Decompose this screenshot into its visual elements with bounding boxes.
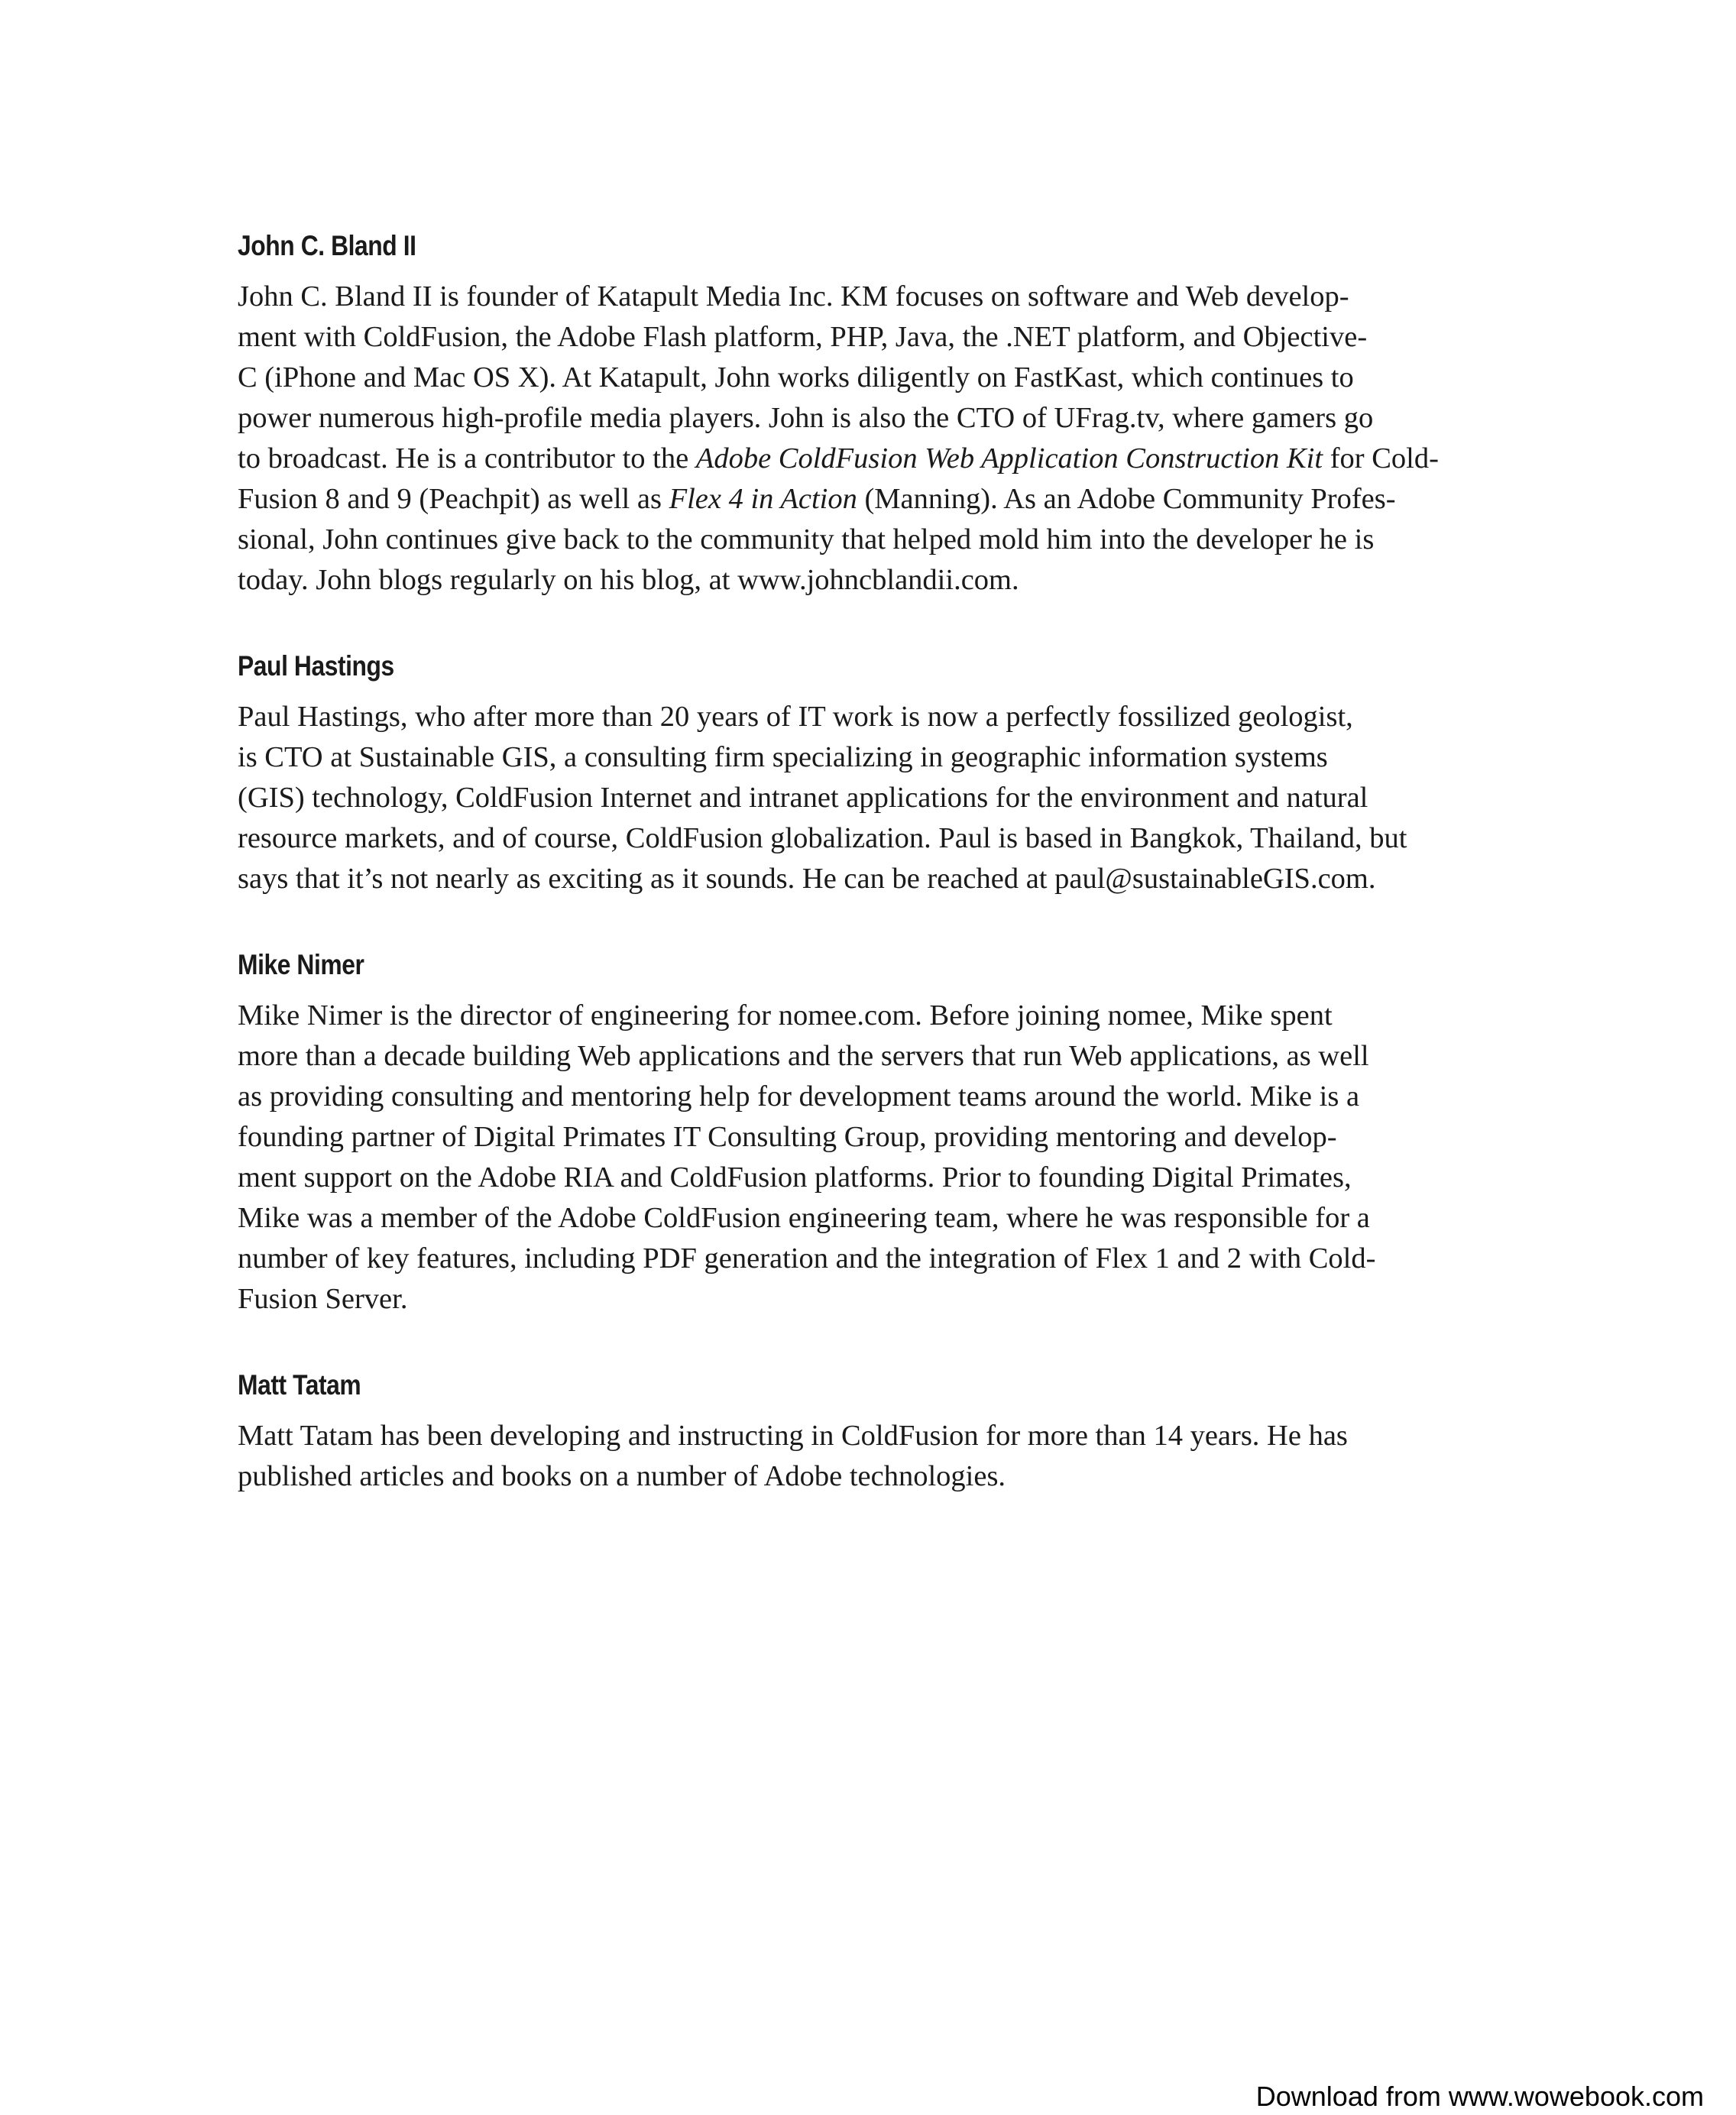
- bio-line: founding partner of Digital Primates IT Consulting Group, providing mentoring and develop-: [238, 1121, 1337, 1153]
- bio-line: today. John blogs regularly on his blog, at www.johncblandii.com.: [238, 564, 1019, 596]
- bio-text: [238, 996, 1521, 1320]
- bio-line: says that it’s not nearly as exciting as it sounds. He can be reached at paul@sustainableGIS.com.: [238, 863, 1376, 895]
- bio-matt-tatam: [238, 1368, 1521, 1497]
- bio-line: Fusion 8 and 9 (Peachpit) as well as Flex 4 in Action (Manning). As an Adobe Community Profes-: [238, 483, 1396, 515]
- bio-text: [238, 1416, 1521, 1497]
- contributors-page: [238, 229, 1521, 1546]
- bio-name: John C. Bland II: [238, 230, 416, 261]
- bio-line: more than a decade building Web applications and the servers that run Web applications, as well: [238, 1040, 1369, 1072]
- bio-line: (GIS) technology, ColdFusion Internet and intranet applications for the environment and natural: [238, 782, 1368, 814]
- book-title: Adobe ColdFusion Web Application Construction Kit: [695, 442, 1323, 474]
- bio-name: Mike Nimer: [238, 949, 364, 980]
- bio-line: Mike was a member of the Adobe ColdFusion engineering team, where he was responsible for a: [238, 1202, 1370, 1234]
- bio-line: to broadcast. He is a contributor to the Adobe ColdFusion Web Application Construction Kit for Cold-: [238, 442, 1439, 474]
- book-title: Flex 4 in Action: [669, 483, 857, 515]
- bio-line: resource markets, and of course, ColdFusion globalization. Paul is based in Bangkok, Thailand, but: [238, 822, 1407, 854]
- bio-mike-nimer: [238, 948, 1521, 1320]
- bio-line: is CTO at Sustainable GIS, a consulting firm specializing in geographic information systems: [238, 741, 1328, 773]
- bio-paul-hastings: [238, 649, 1521, 899]
- bio-line: as providing consulting and mentoring help for development teams around the world. Mike is a: [238, 1080, 1360, 1113]
- bio-line: C (iPhone and Mac OS X). At Katapult, John works diligently on FastKast, which continues to: [238, 361, 1354, 394]
- bio-line: published articles and books on a number of Adobe technologies.: [238, 1460, 1006, 1492]
- bio-line: Fusion Server.: [238, 1283, 408, 1315]
- bio-name: Paul Hastings: [238, 650, 394, 682]
- bio-line: ment support on the Adobe RIA and ColdFusion platforms. Prior to founding Digital Primates,: [238, 1161, 1352, 1194]
- bio-line: Paul Hastings, who after more than 20 years of IT work is now a perfectly fossilized geologist,: [238, 701, 1353, 733]
- bio-line: power numerous high-profile media players. John is also the CTO of UFrag.tv, where gamers go: [238, 402, 1374, 434]
- bio-line: ment with ColdFusion, the Adobe Flash platform, PHP, Java, the .NET platform, and Objective-: [238, 321, 1368, 353]
- bio-name: Matt Tatam: [238, 1369, 361, 1401]
- bio-line: number of key features, including PDF generation and the integration of Flex 1 and 2 with Cold-: [238, 1242, 1376, 1275]
- bio-john-bland: [238, 229, 1521, 601]
- bio-line: Matt Tatam has been developing and instructing in ColdFusion for more than 14 years. He has: [238, 1420, 1348, 1452]
- download-footer: Download from www.wowebook.com: [1255, 2081, 1704, 2112]
- bio-text: [238, 697, 1521, 899]
- bio-line: John C. Bland II is founder of Katapult Media Inc. KM focuses on software and Web develop-: [238, 280, 1349, 313]
- bio-line: Mike Nimer is the director of engineering for nomee.com. Before joining nomee, Mike spent: [238, 999, 1333, 1032]
- bio-line: sional, John continues give back to the community that helped mold him into the developer he is: [238, 523, 1375, 555]
- bio-text: [238, 277, 1521, 601]
